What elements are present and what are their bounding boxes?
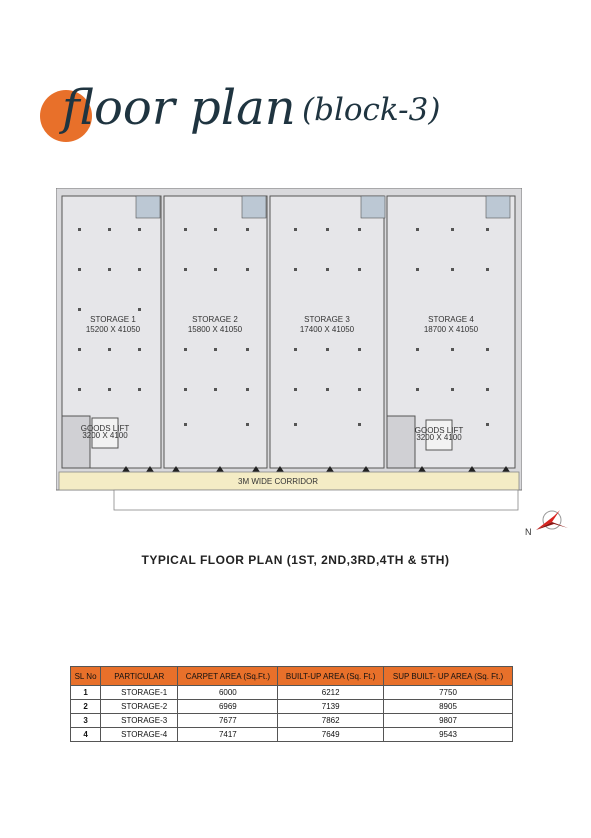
- table-header-row: [71, 667, 513, 686]
- page-title: [40, 80, 560, 150]
- cell-sl-no: 4: [71, 728, 101, 742]
- cell-built-up-area: 7649: [278, 728, 384, 742]
- header-super-built-up-area: SUP BUILT- UP AREA (Sq. Ft.): [384, 667, 513, 686]
- storage-3-dims: 17400 X 41050: [299, 325, 355, 334]
- cell-carpet-area: 7417: [178, 728, 278, 742]
- storage-2-name: STORAGE 2: [192, 315, 238, 324]
- cell-carpet-area: 6000: [178, 686, 278, 700]
- header-built-up-area: BUILT-UP AREA (Sq. Ft.): [278, 667, 384, 686]
- cell-super-built-up-area: 9807: [384, 714, 513, 728]
- cell-built-up-area: 7139: [278, 700, 384, 714]
- svg-text:3200 X 4100: 3200 X 4100: [416, 433, 462, 442]
- cell-carpet-area: 7677: [178, 714, 278, 728]
- cell-particular: STORAGE-1: [101, 686, 178, 700]
- cell-particular: STORAGE-3: [101, 714, 178, 728]
- svg-text:GOODS LIFT: GOODS LIFT: [414, 426, 464, 435]
- table-row: [71, 700, 513, 714]
- table-row: [71, 714, 513, 728]
- storage-4-dims: 18700 X 41050: [423, 325, 479, 334]
- storage-4-name: STORAGE 4: [428, 315, 474, 324]
- storage-1-dims: 15200 X 41050: [85, 325, 141, 334]
- header-carpet-area: CARPET AREA (Sq.Ft.): [178, 667, 278, 686]
- cell-carpet-area: 6969: [178, 700, 278, 714]
- stair-core-right: [387, 416, 415, 468]
- title-main: floor plan: [62, 80, 296, 136]
- north-label: N: [525, 527, 532, 537]
- toilet-3: [361, 196, 385, 218]
- floor-plan: [56, 188, 522, 512]
- toilet-2: [242, 196, 266, 218]
- svg-text:GOODS LIFT: GOODS LIFT: [80, 424, 130, 433]
- toilet-1: [136, 196, 160, 218]
- storage-2-dims: 15800 X 41050: [187, 325, 243, 334]
- cell-built-up-area: 6212: [278, 686, 384, 700]
- corridor-label: 3M WIDE CORRIDOR: [238, 477, 318, 486]
- cell-sl-no: 1: [71, 686, 101, 700]
- cell-super-built-up-area: 7750: [384, 686, 513, 700]
- toilet-4: [486, 196, 510, 218]
- table-row: [71, 728, 513, 742]
- cell-sl-no: 2: [71, 700, 101, 714]
- storage-1-name: STORAGE 1: [90, 315, 136, 324]
- cell-particular: STORAGE-4: [101, 728, 178, 742]
- north-arrow-icon: [524, 506, 572, 546]
- title-block: (block-3): [302, 92, 441, 128]
- cell-particular: STORAGE-2: [101, 700, 178, 714]
- cell-super-built-up-area: 8905: [384, 700, 513, 714]
- cell-super-built-up-area: 9543: [384, 728, 513, 742]
- area-table: [70, 666, 513, 742]
- storage-3-name: STORAGE 3: [304, 315, 350, 324]
- header-sl-no: SL No: [71, 667, 101, 686]
- plan-caption: TYPICAL FLOOR PLAN (1ST, 2ND,3RD,4TH & 5TH): [141, 553, 450, 567]
- cell-sl-no: 3: [71, 714, 101, 728]
- header-particular: PARTICULAR: [101, 667, 178, 686]
- svg-text:3200 X 4100: 3200 X 4100: [82, 431, 128, 440]
- table-row: [71, 686, 513, 700]
- cell-built-up-area: 7862: [278, 714, 384, 728]
